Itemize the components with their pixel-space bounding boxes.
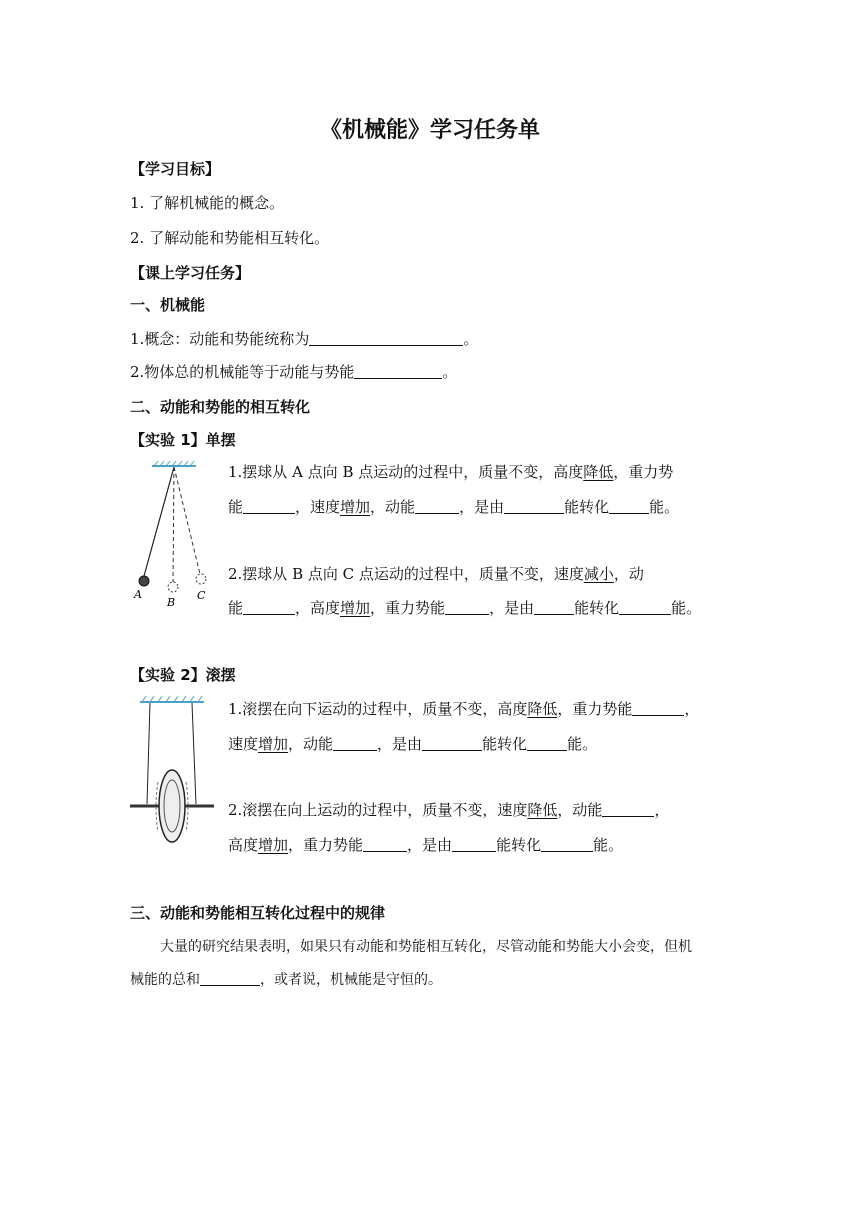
wheel-string-right [192, 703, 196, 804]
text: 能。 [593, 836, 624, 854]
exp1-q1-line1 [228, 461, 673, 482]
underlined-word: 降低 [527, 801, 558, 819]
underlined-word: 降低 [583, 463, 614, 481]
text: 能 [228, 599, 244, 617]
section2-heading: 二、动能和势能的相互转化 [130, 398, 311, 416]
text: 能转化 [574, 599, 620, 617]
text: 能转化 [496, 836, 542, 854]
exp1-q2-line1 [228, 563, 644, 584]
sum-line [130, 361, 457, 382]
text: 能。 [567, 735, 598, 753]
text: 1.摆球从 A 点向 B 点运动的过程中，质量不变，高度 [228, 463, 584, 481]
pendulum-ball-b [168, 582, 178, 592]
concept-blank[interactable] [309, 331, 463, 346]
text: ， [654, 801, 670, 819]
tasks-heading: 【课上学习任务】 [130, 264, 251, 282]
blank[interactable] [445, 600, 489, 615]
underlined-word: 增加 [258, 836, 289, 854]
blank[interactable] [541, 837, 593, 852]
text: ，是由 [407, 836, 453, 854]
text: 能。 [649, 498, 680, 516]
label-c: C [197, 589, 206, 602]
blank[interactable] [243, 499, 295, 514]
blank[interactable] [619, 600, 671, 615]
text: ，重力势能 [288, 836, 364, 854]
sum-end: 。 [442, 363, 458, 381]
page-title: 《机械能》学习任务单 [319, 118, 540, 143]
text: ，是由 [459, 498, 505, 516]
text: ，速度 [295, 498, 341, 516]
blank[interactable] [632, 701, 684, 716]
blank[interactable] [243, 600, 295, 615]
blank[interactable] [333, 736, 377, 751]
pendulum-diagram [130, 458, 220, 613]
text: 1.滚摆在向下运动的过程中，质量不变，高度 [228, 700, 528, 718]
wheel-disc [159, 770, 185, 842]
pendulum-string-a [144, 467, 174, 576]
text: ，动能 [288, 735, 334, 753]
text: ，重力势能 [370, 599, 446, 617]
conserved-blank[interactable] [200, 971, 260, 986]
exp2-q1-line2 [228, 733, 597, 754]
underlined-word: 减小 [583, 565, 614, 583]
exp2-heading: 【实验 2】滚摆 [130, 666, 236, 684]
wheel-string-left [147, 703, 150, 804]
underlined-word: 增加 [340, 599, 371, 617]
text: 械能的总和 [130, 972, 200, 988]
law-line1: 大量的研究结果表明，如果只有动能和势能相互转化，尽管动能和势能大小会变，但机 [160, 939, 692, 955]
exp2-q1-line1 [228, 698, 699, 719]
section1-heading: 一、机械能 [130, 296, 206, 314]
underlined-word: 增加 [340, 498, 371, 516]
exp2-q2-line2 [228, 834, 623, 855]
goal-item-1: 1. 了解机械能的概念。 [130, 194, 285, 212]
sum-blank[interactable] [354, 364, 442, 379]
blank[interactable] [452, 837, 496, 852]
text: 能 [228, 498, 244, 516]
blank[interactable] [527, 736, 567, 751]
pendulum-string-b [173, 467, 174, 582]
section3-heading: 三、动能和势能相互转化过程中的规律 [130, 904, 386, 922]
exp1-heading: 【实验 1】单摆 [130, 431, 236, 449]
pendulum-ball-c [196, 574, 206, 584]
blank[interactable] [504, 499, 564, 514]
pendulum-ball-a [139, 576, 149, 586]
blank[interactable] [415, 499, 459, 514]
text: ，是由 [489, 599, 535, 617]
text: ，动能 [557, 801, 603, 819]
text: 能。 [671, 599, 702, 617]
blank[interactable] [422, 736, 482, 751]
concept-text: 1.概念：动能和势能统称为 [130, 330, 310, 348]
label-b: B [167, 596, 176, 609]
text: ，或者说，机械能是守恒的。 [260, 972, 442, 988]
law-line2 [130, 969, 442, 989]
pendulum-string-c [174, 467, 200, 574]
text: 2.摆球从 B 点向 C 点运动的过程中，质量不变，速度 [228, 565, 584, 583]
sum-text: 2.物体总的机械能等于动能与势能 [130, 363, 355, 381]
text: ，是由 [377, 735, 423, 753]
text: 能转化 [482, 735, 528, 753]
exp1-q1-line2 [228, 496, 679, 517]
blank[interactable] [602, 802, 654, 817]
text: ， [684, 700, 700, 718]
blank[interactable] [363, 837, 407, 852]
goal-item-2: 2. 了解动能和势能相互转化。 [130, 229, 330, 247]
text: ，高度 [295, 599, 341, 617]
text: 高度 [228, 836, 259, 854]
maxwell-wheel-diagram [128, 692, 218, 852]
text: ，动 [613, 565, 644, 583]
text: ，动能 [370, 498, 416, 516]
text: 能转化 [564, 498, 610, 516]
blank[interactable] [534, 600, 574, 615]
exp2-q2-line1 [228, 799, 669, 820]
text: 速度 [228, 735, 259, 753]
concept-end: 。 [463, 330, 479, 348]
blank[interactable] [609, 499, 649, 514]
underlined-word: 增加 [258, 735, 289, 753]
text: ，重力势能 [557, 700, 633, 718]
goals-heading: 【学习目标】 [130, 160, 221, 178]
label-a: A [134, 588, 142, 601]
text: ，重力势 [613, 463, 674, 481]
concept-line [130, 328, 478, 349]
underlined-word: 降低 [527, 700, 558, 718]
exp1-q2-line2 [228, 597, 701, 618]
text: 2.滚摆在向上运动的过程中，质量不变，速度 [228, 801, 528, 819]
